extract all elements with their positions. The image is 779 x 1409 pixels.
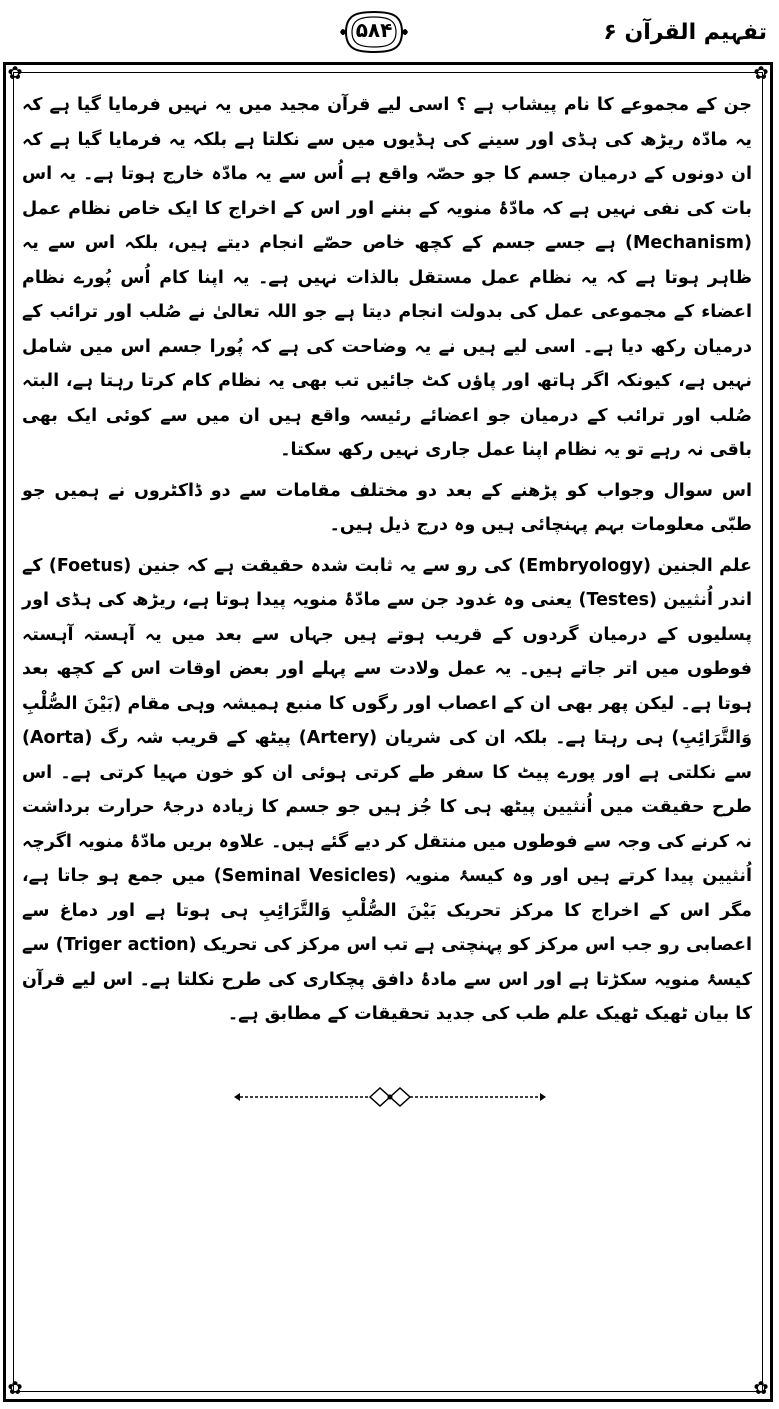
- running-title: تفہیم القرآن ۶: [603, 20, 767, 45]
- paragraph-1: جن کے مجموعے کا نام پیشاب ہے ؟ اسی لیے قرآن مجید میں یہ نہیں فرمایا گیا ہے کہ یہ مادّہ ریڑھ کی ہڈی اور سینے کی ہڈیوں میں سے نکلتا ہے بلکہ یہ فرمایا گیا ہے کہ ان دونوں کے درمیان جسم کا جو حصّہ واقع ہے اُس سے یہ مادّہ خارج ہوتا ہے۔ یہ اس بات کی نفی نہیں ہے کہ مادّۂ منویہ کے بننے اور اس کے اخراج کا ایک خاص نظام عمل (Mechanism) ہے جسے جسم کے کچھ خاص حصّے انجام دیتے ہیں، بلکہ اس سے یہ ظاہر ہوتا ہے کہ یہ نظام عمل مستقل بالذات نہیں ہے۔ یہ اپنا کام اُس پُورے نظام اعضاء کے مجموعی عمل کی بدولت انجام دیتا ہے جو اللہ تعالیٰ نے صُلب اور ترائب کے درمیان رکھ دیا ہے۔ اسی لیے ہیں نے یہ وضاحت کی ہے کہ پُورا جسم اس میں شامل نہیں ہے، کیونکہ اگر ہاتھ اور پاؤں کٹ جائیں تب بھی یہ نظام کام کرتا رہتا ہے، البتہ صُلب اور ترائب کے درمیان جو اعضائے رئیسہ واقع ہیں ان میں سے کوئی ایک بھی باقی نہ رہے تو یہ نظام اپنا عمل جاری نہیں رکھ سکتا۔: [22, 95, 752, 460]
- paragraph-3: علم الجنین (Embryology) کی رو سے یہ ثابت شدہ حقیقت ہے کہ جنین (Foetus) کے اندر اُنثیین (Testes) یعنی وہ غدود جن سے مادّۂ منویہ پیدا ہوتا ہے، ریڑھ کی ہڈی اور پسلیوں کے درمیان گردوں کے قریب ہوتے ہیں جہاں سے بعد میں یہ آہستہ آہستہ فوطوں میں اتر جاتے ہیں۔ یہ عمل ولادت سے پہلے اور بعض اوقات اس کے کچھ بعد ہوتا ہے۔ لیکن پھر بھی ان کے اعصاب اور رگوں کا منبع ہمیشہ وہی مقام (بَیْنَ الصُّلْبِ وَالتَّرَائِبِ) ہی رہتا ہے۔ بلکہ ان کی شریان (Artery) پیٹھ کے قریب شہ رگ (Aorta) سے نکلتی ہے اور پورے پیٹ کا سفر طے کرتی ہوئی ان کو خون مہیا کرتی ہے۔ اس طرح حقیقت میں اُنثیین پیٹھ ہی کا جُز ہیں جو جسم کا زیادہ درجۂ حرارت برداشت نہ کرنے کی وجہ سے فوطوں میں منتقل کر دیے گئے ہیں۔ علاوہ بریں مادّۂ منویہ اگرچہ اُنثیین پیدا کرتے ہیں اور وہ کیسۂ منویہ (Seminal Vesicles) میں جمع ہو جاتا ہے، مگر اس کے اخراج کا مرکز تحریک بَیْنَ الصُّلْبِ وَالتَّرَائِبِ ہی ہوتا ہے اور دماغ سے اعصابی رو جب اس مرکز کو پہنچتی ہے تب اس مرکز کی تحریک (Triger action) سے کیسۂ منویہ سکڑتا ہے اور اس سے مادۂ دافق پچکاری کی طرح نکلتا ہے۔ اس لیے قرآن کا بیان ٹھیک ٹھیک علم طب کی جدید تحقیقات کے مطابق ہے۔: [22, 555, 753, 1024]
- corner-ornament-icon: ✿: [753, 63, 769, 84]
- paragraph-2: اس سوال وجواب کو پڑھنے کے بعد دو مختلف مقامات سے دو ڈاکٹروں نے ہمیں جو طبّی معلومات بہم پہنچائی ہیں وہ درج ذیل ہیں۔: [22, 480, 752, 535]
- corner-ornament-icon: ✿: [7, 1378, 23, 1399]
- corner-ornament-icon: ✿: [7, 63, 23, 84]
- page-number: ۵۸۴: [355, 18, 393, 42]
- main-text: [22, 88, 752, 1032]
- page-number-badge: [338, 8, 410, 56]
- section-end-ornament-icon: [230, 1082, 550, 1112]
- corner-ornament-icon: ✿: [753, 1378, 769, 1399]
